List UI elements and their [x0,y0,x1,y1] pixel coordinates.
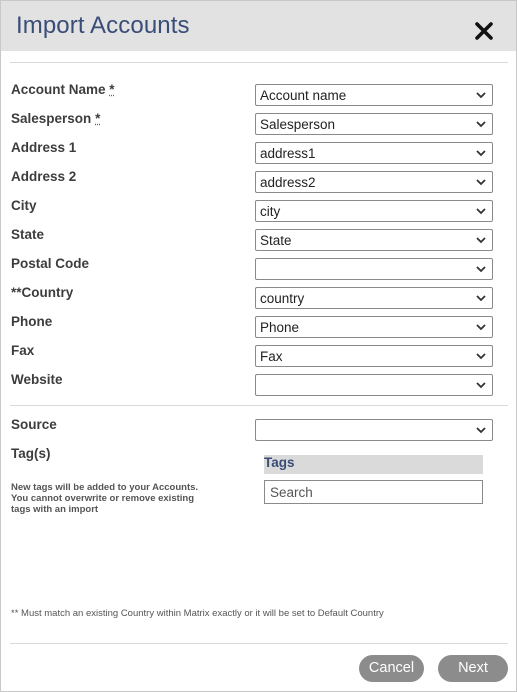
country-select[interactable] [255,287,493,309]
city-label: City [11,198,37,213]
fax-label: Fax [11,343,35,358]
phone-label: Phone [11,314,53,329]
chevron-down-icon [476,264,486,274]
chevron-down-icon [476,119,486,129]
close-icon[interactable] [472,19,496,43]
account-name-select[interactable] [255,84,493,106]
chevron-down-icon [476,322,486,332]
account-name-value: Account name [260,88,347,103]
salesperson-value: Salesperson [260,117,336,132]
chevron-down-icon [476,206,486,216]
fax-value: Fax [260,349,283,364]
account-name-label: Account Name * [11,82,115,97]
salesperson-label: Salesperson * [11,111,101,126]
source-select[interactable] [255,419,493,441]
dialog-header [1,1,516,51]
country-value: country [260,291,305,306]
city-select[interactable] [255,200,493,222]
country-label: **Country [11,285,74,300]
fax-select[interactable] [255,345,493,367]
address2-select[interactable] [255,171,493,193]
tags-label: Tag(s) [11,446,51,461]
next-button[interactable]: Next [438,655,508,682]
tags-note-line: tags with an import [11,504,99,515]
tags-note-line: You cannot overwrite or remove existing [11,493,195,504]
tags-note-line: New tags will be added to your Accounts. [11,482,199,493]
postal-code-select[interactable] [255,258,493,280]
address1-label: Address 1 [11,140,77,155]
tags-search-input[interactable] [264,480,483,504]
city-value: city [260,204,281,219]
phone-select[interactable] [255,316,493,338]
phone-value: Phone [260,320,300,335]
address1-select[interactable] [255,142,493,164]
website-label: Website [11,372,63,387]
chevron-down-icon [476,351,486,361]
chevron-down-icon [476,293,486,303]
chevron-down-icon [476,90,486,100]
required-mark: * [109,82,115,97]
cancel-button[interactable]: Cancel [359,655,424,682]
chevron-down-icon [476,177,486,187]
postal-code-label: Postal Code [11,256,90,271]
tags-header-label: Tags [264,455,295,470]
address2-value: address2 [260,175,316,190]
country-footnote: ** Must match an existing Country within Matrix exactly or it will be set to Default Country [11,608,384,619]
source-label: Source [11,417,57,432]
mid-divider [10,405,508,406]
address2-label: Address 2 [11,169,77,184]
bottom-divider [10,643,508,644]
tags-header [264,455,483,474]
chevron-down-icon [476,380,486,390]
address1-value: address1 [260,146,316,161]
state-label: State [11,227,45,242]
website-select[interactable] [255,374,493,396]
salesperson-select[interactable] [255,113,493,135]
state-value: State [260,233,292,248]
dialog-title: Import Accounts [16,12,190,39]
chevron-down-icon [476,425,486,435]
tags-note [11,482,221,515]
top-divider [10,62,508,63]
chevron-down-icon [476,148,486,158]
chevron-down-icon [476,235,486,245]
required-mark: * [95,111,101,126]
state-select[interactable] [255,229,493,251]
